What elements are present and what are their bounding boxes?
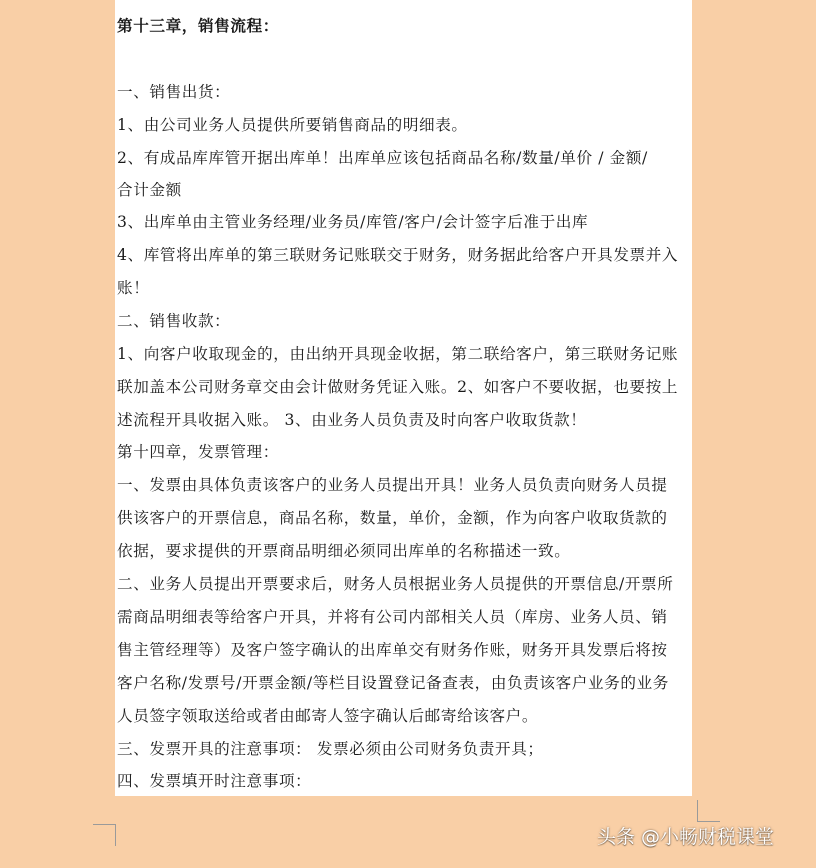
paragraph-line: 客户名称/发票号/开票金额/等栏目设置登记备查表，由负责该客户业务的业务 bbox=[117, 674, 669, 692]
paragraph-line: 账！ bbox=[117, 279, 150, 297]
paragraph-line: 人员签字领取送给或者由邮寄人签字确认后邮寄给该客户。 bbox=[117, 707, 539, 725]
paragraph-line: 4、库管将出库单的第三联财务记账联交于财务，财务据此给客户开具发票并入 bbox=[117, 246, 679, 264]
paragraph-line: 联加盖本公司财务章交由会计做财务凭证入账。2、如客户不要收据，也要按上 bbox=[117, 378, 679, 396]
paragraph-line: 依据，要求提供的开票商品明细必须同出库单的名称描述一致。 bbox=[117, 542, 571, 560]
page-corner-mark-right bbox=[697, 800, 720, 822]
paragraph-line: 一、发票由具体负责该客户的业务人员提出开具！业务人员负责向财务人员提 bbox=[117, 476, 668, 494]
chapter-14-heading: 第十四章，发票管理： bbox=[117, 443, 279, 461]
section-heading-sales-collection: 二、销售收款： bbox=[117, 312, 231, 330]
paragraph-line: 1、向客户收取现金的，由出纳开具现金收据，第二联给客户，第三联财务记账 bbox=[117, 345, 679, 363]
document-page bbox=[115, 0, 692, 796]
paragraph-line: 述流程开具收据入账。 3、由业务人员负责及时向客户收取货款！ bbox=[117, 411, 587, 429]
page-corner-mark-left bbox=[93, 824, 116, 846]
paragraph-line: 3、出库单由主管业务经理/业务员/库管/客户/会计签字后准于出库 bbox=[117, 213, 589, 231]
watermark-text: 头条 @小畅财税课堂 bbox=[597, 826, 775, 848]
paragraph-line: 1、由公司业务人员提供所要销售商品的明细表。 bbox=[117, 116, 468, 134]
chapter-13-heading: 第十三章，销售流程： bbox=[117, 17, 279, 35]
section-heading-sales-shipment: 一、销售出货： bbox=[117, 83, 231, 101]
paragraph-line: 三、发票开具的注意事项： 发票必须由公司财务负责开具； bbox=[117, 740, 544, 758]
paragraph-line: 售主管经理等）及客户签字确认的出库单交有财务作账，财务开具发票后将按 bbox=[117, 641, 668, 659]
paragraph-line: 2、有成品库库管开据出库单！出库单应该包括商品名称/数量/单价 / 金额/ bbox=[117, 149, 648, 167]
paragraph-line: 需商品明细表等给客户开具，并将有公司内部相关人员（库房、业务人员、销 bbox=[117, 608, 668, 626]
paragraph-line: 合计金额 bbox=[117, 181, 182, 199]
paragraph-line: 供该客户的开票信息，商品名称，数量，单价，金额，作为向客户收取货款的 bbox=[117, 509, 668, 527]
paragraph-line: 四、发票填开时注意事项： bbox=[117, 772, 312, 790]
paragraph-line: 二、业务人员提出开票要求后，财务人员根据业务人员提供的开票信息/开票所 bbox=[117, 575, 674, 593]
